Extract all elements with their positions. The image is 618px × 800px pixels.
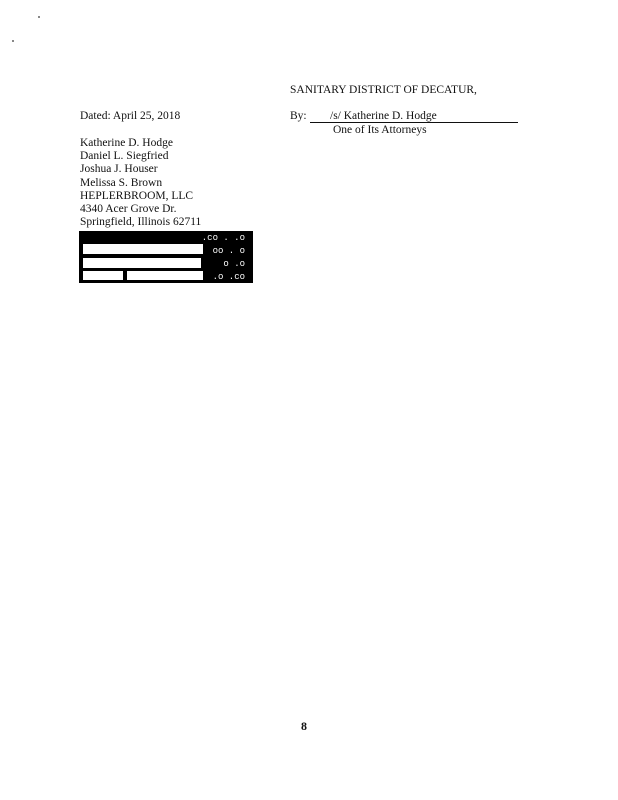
page-number: 8 [301, 719, 307, 733]
signer-role: One of Its Attorneys [333, 124, 427, 136]
redacted-line [127, 271, 203, 280]
attorney-name: Melissa S. Brown [80, 176, 163, 189]
redacted-line [83, 258, 201, 268]
scan-speck [12, 40, 14, 42]
organization-name: SANITARY DISTRICT OF DECATUR, [290, 84, 477, 96]
by-label: By: [290, 110, 307, 122]
redaction-box [79, 231, 253, 283]
redacted-line [83, 244, 203, 254]
city-state-zip: Springfield, Illinois 62711 [80, 216, 202, 229]
street-address: 4340 Acer Grove Dr. [80, 203, 177, 216]
redacted-fragment: .co . .o [201, 233, 245, 243]
redacted-fragment: o .o [223, 259, 245, 269]
redacted-fragment: .o .co [212, 272, 245, 282]
scan-speck [38, 16, 40, 18]
electronic-signature: /s/ Katherine D. Hodge [310, 110, 518, 123]
firm-name: HEPLERBROOM, LLC [80, 189, 194, 202]
counsel-address-block [80, 137, 201, 229]
attorney-name: Joshua J. Houser [80, 163, 158, 176]
attorney-name: Daniel L. Siegfried [80, 150, 169, 163]
attorney-name: Katherine D. Hodge [80, 137, 173, 149]
dated-line: Dated: April 25, 2018 [80, 110, 181, 122]
signature-line [290, 110, 518, 123]
redacted-line [83, 271, 123, 280]
redacted-fragment: oo . o [212, 246, 245, 256]
